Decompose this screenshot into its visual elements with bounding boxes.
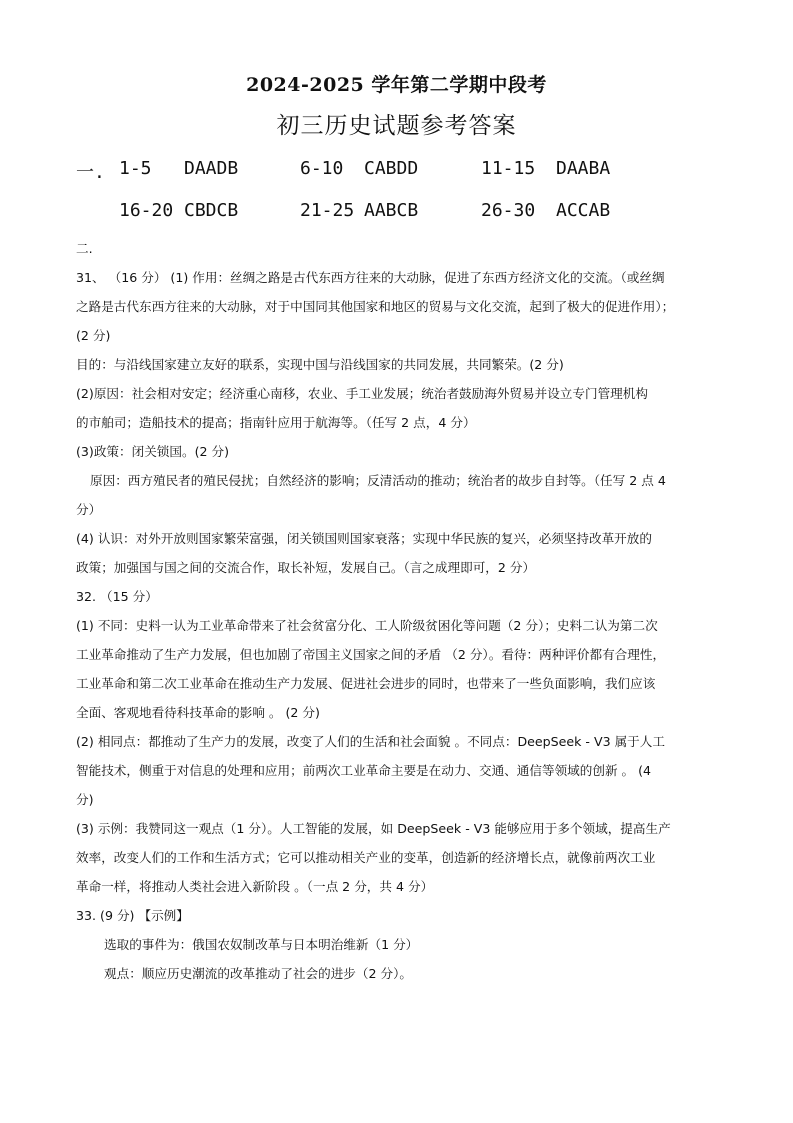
text-line: 选取的事件为：俄国农奴制改革与日本明治维新（1 分） (104, 937, 419, 952)
text-line: (3) 示例：我赞同这一观点（1 分）。人工智能的发展，如 DeepSeek - V3 能够应用于多个领域，提高生产 (76, 821, 671, 836)
answer-body (0, 234, 793, 988)
text-line: (3)政策：闭关锁国。(2 分) (76, 444, 230, 459)
text-line: 分) (76, 792, 94, 807)
mc-section-label: 一. (76, 162, 105, 183)
text-line: (4) 认识：对外开放则国家繁荣富强，闭关锁国则国家衰落；实现中华民族的复兴，必须坚持改革开放的 (76, 531, 652, 546)
mc-answers: DAADB (184, 158, 239, 179)
text-line: 全面、客观地看待科技革命的影响 。 (2 分) (76, 705, 320, 720)
text-line: (2) 相同点：都推动了生产力的发展，改变了人们的生活和社会面貌 。不同点：DeepSeek - V3 属于人工 (76, 734, 665, 749)
question-33 (76, 901, 727, 988)
text-line: 工业革命和第二次工业革命在推动生产力发展、促进社会进步的同时，也带来了一些负面影响，我们应该 (76, 676, 656, 691)
question-32 (76, 582, 727, 901)
mc-range: 26-30 (481, 200, 536, 221)
mc-answers: CBDCB (184, 200, 239, 221)
text-line: 革命一样，将推动人类社会进入新阶段 。（一点 2 分，共 4 分） (76, 879, 434, 894)
mc-range: 1-5 (119, 158, 152, 179)
text-line: 智能技术，侧重于对信息的处理和应用；前两次工业革命主要是在动力、交通、通信等领域的创新 。 (4 (76, 763, 652, 778)
section-2-label: 二. (76, 241, 93, 256)
mc-row-2 (0, 192, 793, 234)
mc-answers: CABDD (364, 158, 419, 179)
text-line: 31、 （16 分） (1) 作用：丝绸之路是古代东西方往来的大动脉，促进了东西方经济文化的交流。（或丝绸 (76, 270, 665, 285)
text-line: (2)原因：社会相对安定；经济重心南移，农业、手工业发展；统治者鼓励海外贸易并设立专门管理机构 (76, 386, 648, 401)
mc-range: 16-20 (119, 200, 174, 221)
answer-key-title: 初三历史试题参考答案 (276, 113, 517, 139)
text-line: 之路是古代东西方往来的大动脉，对于中国同其他国家和地区的贸易与文化交流，起到了极大的促进作用）； (76, 299, 675, 314)
text-line: 32. （15 分） (76, 589, 158, 604)
text-line: (2 分) (76, 328, 111, 343)
mc-answers: AABCB (364, 200, 419, 221)
text-line: 原因：西方殖民者的殖民侵扰；自然经济的影响；反清活动的推动；统治者的故步自封等。（任写 2 点 4 (90, 473, 666, 488)
text-line: (1) 不同：史料一认为工业革命带来了社会贫富分化、工人阶级贫困化等问题（2 分）；史料二认为第二次 (76, 618, 658, 633)
text-line: 观点：顺应历史潮流的改革推动了社会的进步（2 分）。 (104, 966, 412, 981)
mc-answers: ACCAB (556, 200, 611, 221)
mc-row-1 (0, 150, 793, 192)
mc-range: 21-25 (300, 200, 355, 221)
text-line: 33. (9 分) 【示例】 (76, 908, 189, 923)
mc-answers: DAABA (556, 158, 611, 179)
text-line: 的市舶司；造船技术的提高；指南针应用于航海等。（任写 2 点，4 分） (76, 415, 476, 430)
text-line: 分） (76, 502, 102, 517)
text-line: 目的：与沿线国家建立友好的联系，实现中国与沿线国家的共同发展，共同繁荣。(2 分) (76, 357, 564, 372)
text-line: 政策；加强国与国之间的交流合作，取长补短，发展自己。（言之成理即可，2 分） (76, 560, 536, 575)
question-31 (76, 263, 727, 582)
text-line: 工业革命推动了生产力发展，但也加剧了帝国主义国家之间的矛盾 （2 分）。看待：两种评价都有合理性， (76, 647, 666, 662)
mc-range: 6-10 (300, 158, 344, 179)
text-line: 效率，改变人们的工作和生活方式；它可以推动相关产业的变革，创造新的经济增长点，就像前两次工业 (76, 850, 656, 865)
mc-range: 11-15 (481, 158, 536, 179)
exam-title: 2024-2025 学年第二学期中段考 (246, 74, 547, 96)
